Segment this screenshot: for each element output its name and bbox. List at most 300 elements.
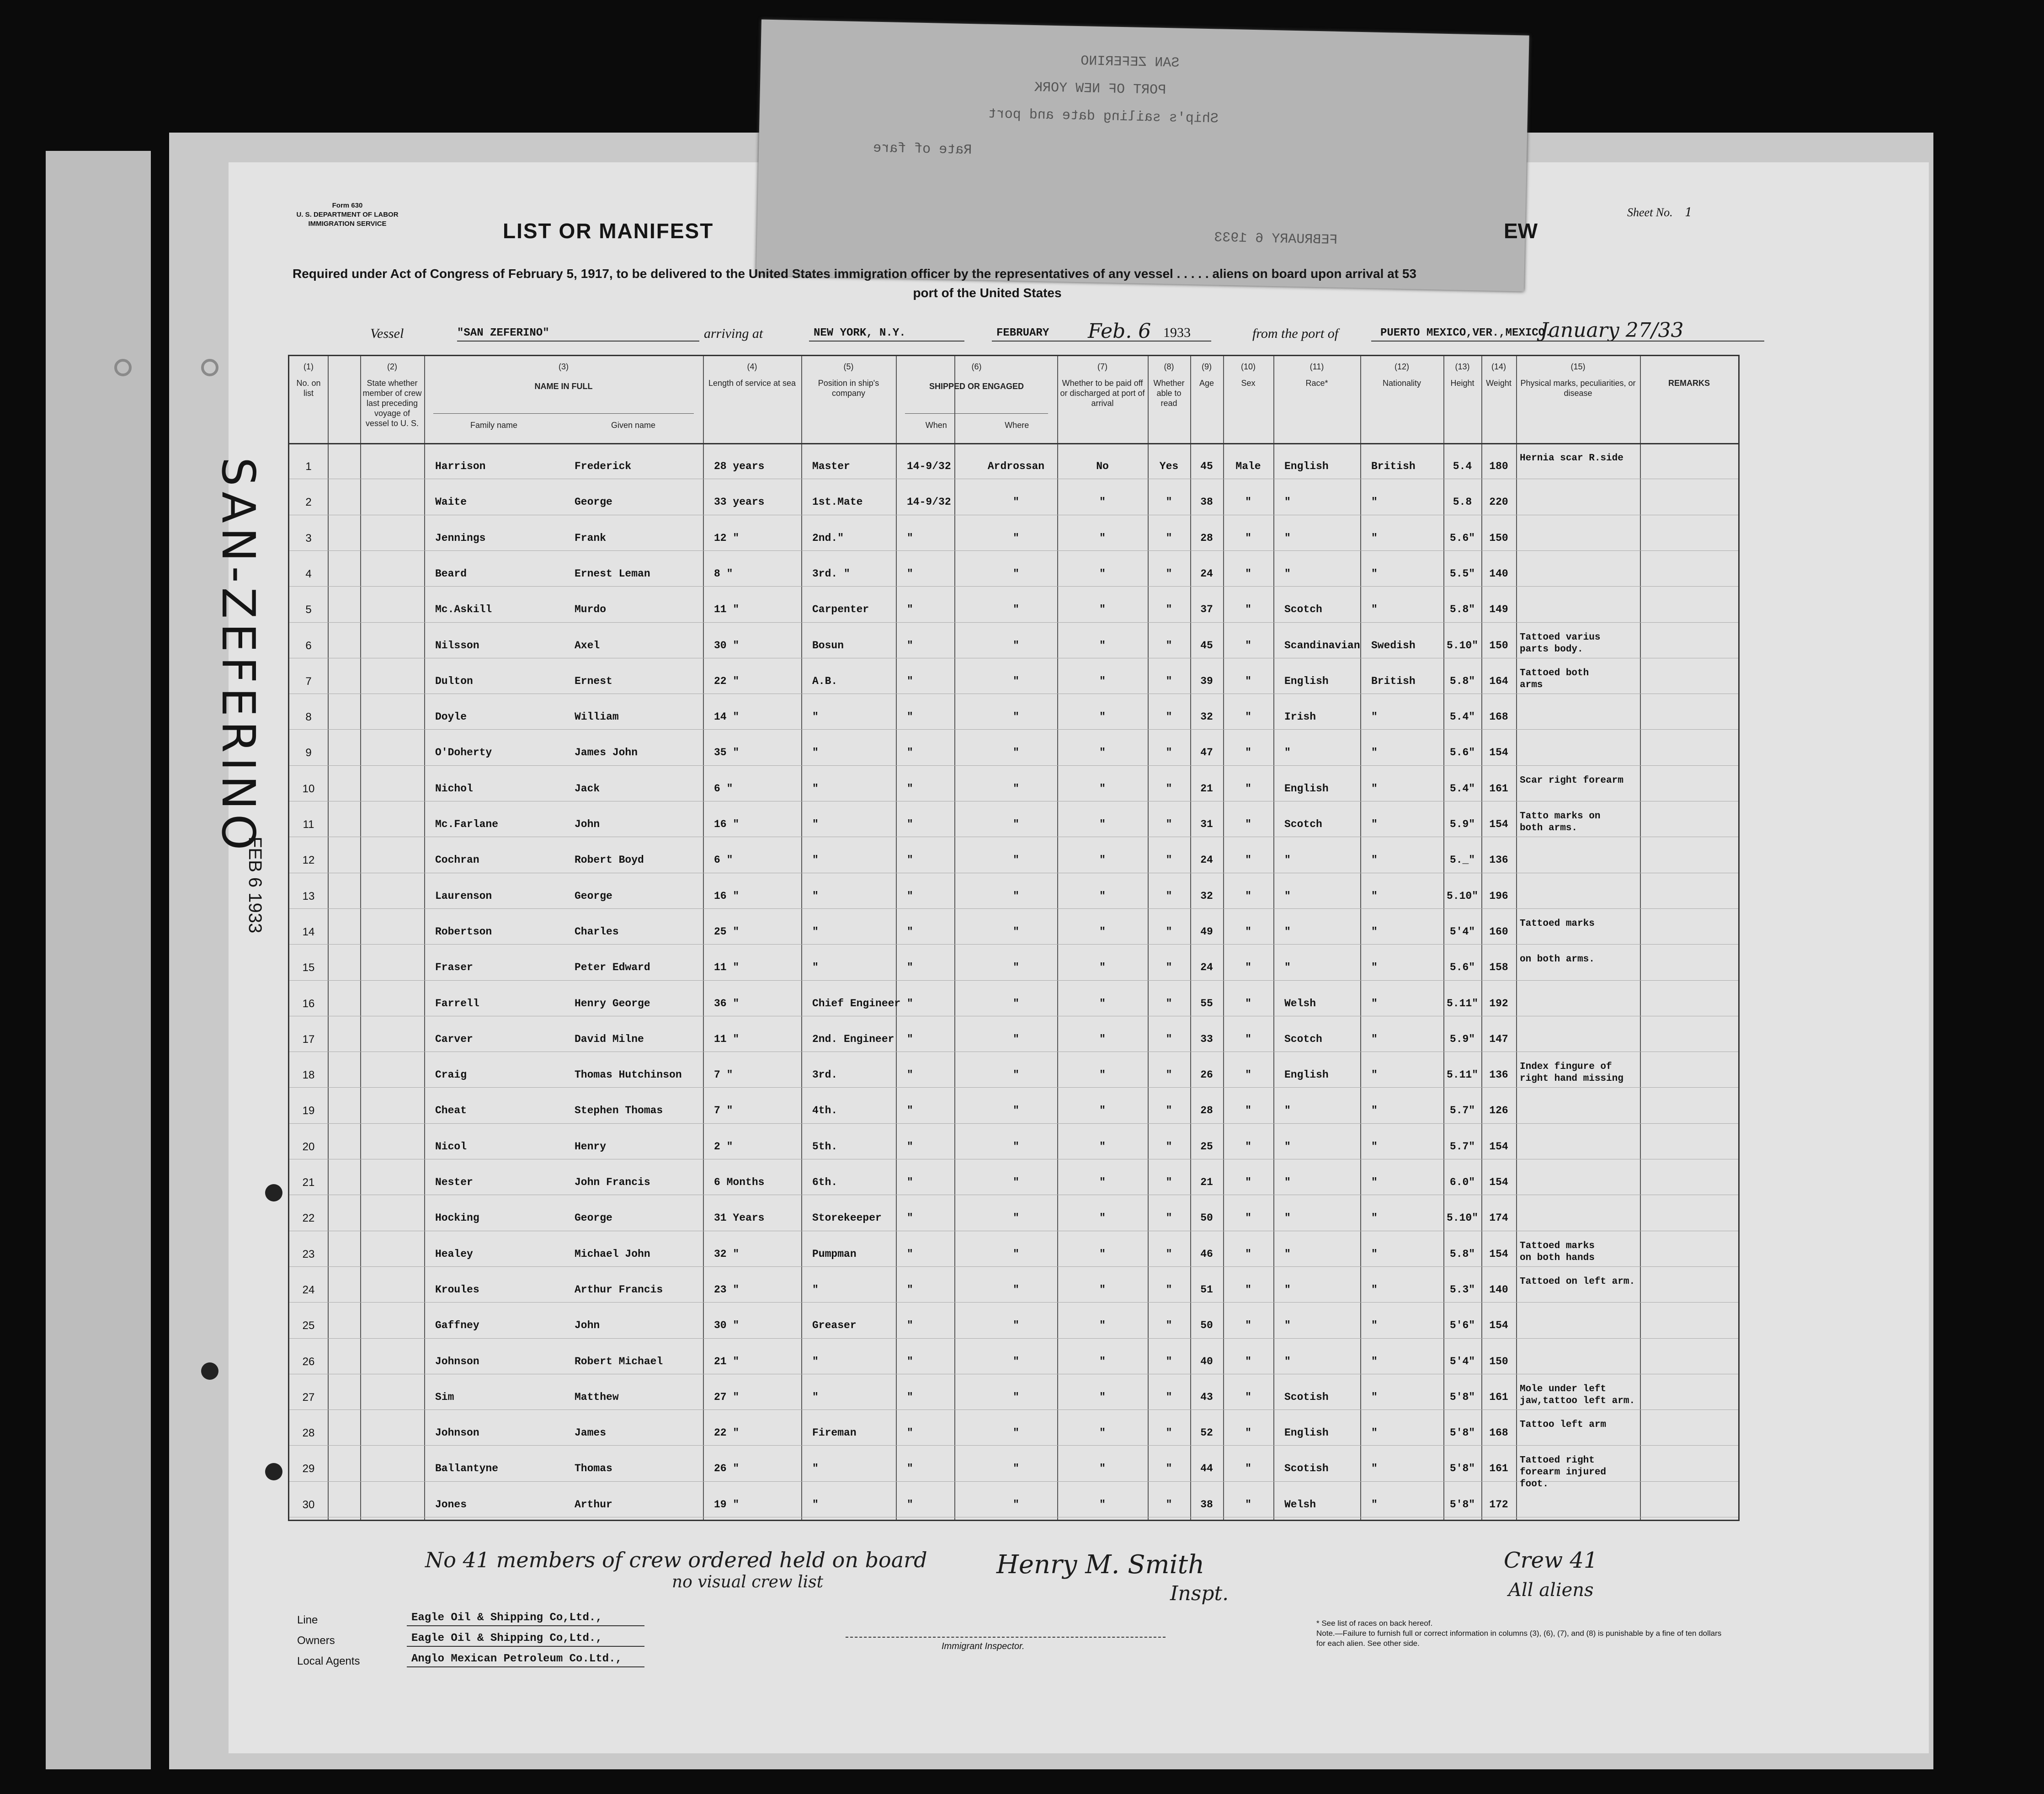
cell-when: " <box>907 1498 913 1511</box>
cell-service: 30 " <box>714 639 740 651</box>
row-divider <box>289 908 1738 909</box>
cell-paid: " <box>1099 890 1106 902</box>
races-note: * See list of races on back hereof. <box>1316 1619 1433 1628</box>
cell-when: 14-9/32 <box>907 496 951 508</box>
cell-sex: " <box>1245 532 1251 544</box>
cell-weight: 136 <box>1489 1069 1508 1081</box>
cell-height: 5.7" <box>1449 1105 1475 1117</box>
cell-physical-marks: Hernia scar R.side <box>1520 453 1623 464</box>
cell-physical-marks: forearm injured <box>1520 1467 1607 1478</box>
cell-nat: " <box>1371 567 1378 580</box>
cell-no: 19 <box>302 1105 315 1117</box>
line-label: Line <box>297 1614 318 1626</box>
cell-service: 7 " <box>714 1105 733 1117</box>
column-number: (12) <box>1394 362 1409 371</box>
underline <box>809 341 964 342</box>
cell-race: " <box>1284 567 1291 580</box>
cell-race: " <box>1284 1248 1291 1260</box>
cell-age: 52 <box>1200 1427 1213 1439</box>
cell-read: " <box>1166 1140 1172 1153</box>
cell-physical-marks: arms <box>1520 679 1543 690</box>
cell-when: " <box>907 1463 913 1475</box>
subtitle <box>293 267 1755 281</box>
cell-sex: " <box>1245 854 1251 866</box>
cell-no: 5 <box>305 603 312 616</box>
cell-age: 40 <box>1200 1355 1213 1367</box>
cell-sex: " <box>1245 675 1251 687</box>
column-header: Age <box>1199 379 1214 388</box>
inspector-line <box>846 1637 1166 1638</box>
cell-service: 23 " <box>714 1283 740 1296</box>
cell-given: Thomas <box>575 1463 612 1475</box>
cell-height: 5'8" <box>1449 1427 1475 1439</box>
cell-no: 18 <box>302 1069 315 1082</box>
cell-service: 30 " <box>714 1319 740 1332</box>
cell-position: Bosun <box>812 639 844 651</box>
cell-weight: 140 <box>1489 1283 1508 1296</box>
cell-physical-marks: Mole under left <box>1520 1383 1607 1394</box>
cell-nat: " <box>1371 961 1378 974</box>
cell-nat: " <box>1371 603 1378 616</box>
cell-paid: " <box>1099 1498 1106 1511</box>
cell-where: " <box>1013 1105 1019 1117</box>
cell-given: Stephen Thomas <box>575 1105 663 1117</box>
cell-where: " <box>1013 1498 1019 1511</box>
cell-given: Ernest Leman <box>575 567 650 580</box>
column-number: (14) <box>1491 362 1506 371</box>
sheet-value: 1 <box>1685 206 1693 219</box>
cell-nat: " <box>1371 532 1378 544</box>
cell-sex: " <box>1245 818 1251 830</box>
cell-no: 28 <box>302 1427 315 1440</box>
cell-sex: " <box>1245 1463 1251 1475</box>
cell-sex: " <box>1245 1427 1251 1439</box>
cell-family: Robertson <box>435 925 492 938</box>
cell-nat: British <box>1371 675 1416 687</box>
cell-paid: " <box>1099 1248 1106 1260</box>
cell-age: 55 <box>1200 997 1213 1009</box>
cell-given: James <box>575 1427 607 1439</box>
cell-physical-marks: Scar right forearm <box>1520 775 1623 786</box>
column-header: Whether to be paid off or discharged at port of arrival <box>1060 379 1145 408</box>
column-header: Physical marks, peculiarities, or disease <box>1520 379 1636 398</box>
column-header: SHIPPED OR ENGAGED <box>929 382 1024 391</box>
subheader-divider <box>905 413 1048 414</box>
cell-read: " <box>1166 1498 1172 1511</box>
column-divider <box>1223 356 1224 1520</box>
cell-family: Mc.Askill <box>435 603 492 616</box>
cell-read: " <box>1166 1033 1172 1045</box>
cell-given: Frank <box>575 532 607 544</box>
cell-position: " <box>812 782 819 795</box>
date-stamp-text: FEB 6 1933 <box>245 837 265 934</box>
column-subheader: Where <box>1005 421 1029 430</box>
cell-physical-marks: on both arms. <box>1520 954 1595 965</box>
underline <box>992 341 1211 342</box>
cell-nat: " <box>1371 997 1378 1009</box>
cell-no: 29 <box>302 1463 315 1475</box>
cell-when: " <box>907 567 913 580</box>
cell-nat: " <box>1371 1248 1378 1260</box>
cell-no: 22 <box>302 1212 315 1225</box>
cell-paid: " <box>1099 782 1106 795</box>
cell-position: 6th. <box>812 1176 838 1188</box>
cell-position: Fireman <box>812 1427 857 1439</box>
cell-service: 32 " <box>714 1248 740 1260</box>
cell-family: Fraser <box>435 961 473 974</box>
cell-height: 5._" <box>1449 854 1475 866</box>
cell-weight: 220 <box>1489 496 1508 508</box>
cell-family: Doyle <box>435 711 467 723</box>
cell-paid: " <box>1099 1355 1106 1367</box>
cell-paid: " <box>1099 1319 1106 1332</box>
cell-no: 20 <box>302 1140 315 1153</box>
cell-family: Kroules <box>435 1283 479 1296</box>
cell-family: Cochran <box>435 854 479 866</box>
cell-service: 33 years <box>714 496 765 508</box>
column-header: NAME IN FULL <box>534 382 593 391</box>
cell-where: " <box>1013 1355 1019 1367</box>
cell-sex: " <box>1245 567 1251 580</box>
cell-weight: 161 <box>1489 782 1508 795</box>
cell-height: 5.6" <box>1449 747 1475 759</box>
cell-sex: " <box>1245 1391 1251 1403</box>
cell-age: 45 <box>1200 460 1213 472</box>
cell-height: 5.9" <box>1449 818 1475 830</box>
cell-when: " <box>907 1319 913 1332</box>
row-divider <box>289 944 1738 945</box>
cell-when: " <box>907 782 913 795</box>
cell-when: 14-9/32 <box>907 460 951 472</box>
row-divider <box>289 1302 1738 1303</box>
cell-sex: " <box>1245 925 1251 938</box>
cell-race: Scotish <box>1284 1463 1329 1475</box>
form-number: Form 630 <box>332 202 363 209</box>
cell-sex: " <box>1245 1212 1251 1224</box>
cell-read: " <box>1166 1391 1172 1403</box>
cell-age: 33 <box>1200 1033 1213 1045</box>
cell-position: Carpenter <box>812 603 869 616</box>
cell-physical-marks: jaw,tattoo left arm. <box>1520 1395 1635 1406</box>
cell-weight: 192 <box>1489 997 1508 1009</box>
cell-race: " <box>1284 890 1291 902</box>
cell-height: 5'8" <box>1449 1498 1475 1511</box>
cell-where: " <box>1013 818 1019 830</box>
cell-given: John <box>575 818 600 830</box>
cell-position: " <box>812 925 819 938</box>
cell-paid: " <box>1099 1427 1106 1439</box>
cell-age: 44 <box>1200 1463 1213 1475</box>
cell-paid: " <box>1099 1105 1106 1117</box>
cell-where: " <box>1013 496 1019 508</box>
cell-weight: 150 <box>1489 639 1508 651</box>
cell-family: Cheat <box>435 1105 467 1117</box>
cell-age: 24 <box>1200 854 1213 866</box>
cell-weight: 180 <box>1489 460 1508 472</box>
owners-value: Eagle Oil & Shipping Co,Ltd., <box>411 1632 602 1644</box>
cell-where: " <box>1013 639 1019 651</box>
cell-race: Welsh <box>1284 1498 1316 1511</box>
cell-read: " <box>1166 961 1172 974</box>
cell-height: 5.6" <box>1449 532 1475 544</box>
cell-service: 6 " <box>714 782 733 795</box>
from-port-label: from the port of <box>1252 326 1339 341</box>
cell-age: 38 <box>1200 1498 1213 1511</box>
cell-read: " <box>1166 639 1172 651</box>
column-divider <box>954 356 955 1520</box>
cell-height: 5'4" <box>1449 1355 1475 1367</box>
row-divider <box>289 765 1738 766</box>
cell-height: 5.4" <box>1449 782 1475 795</box>
cell-nat: " <box>1371 1319 1378 1332</box>
row-divider <box>289 550 1738 551</box>
cell-race: English <box>1284 1427 1329 1439</box>
cell-sex: " <box>1245 1140 1251 1153</box>
cell-race: " <box>1284 854 1291 866</box>
binder-hole-icon <box>114 359 132 376</box>
cell-family: Mc.Farlane <box>435 818 499 830</box>
subtitle-text: Required under Act of Congress of February 5, 1917, to be delivered to the United States immigration officer by the representatives of any vessel . . . . . aliens on board upon arrival at <box>293 267 1399 281</box>
cell-height: 5.10" <box>1446 639 1478 651</box>
cell-paid: No <box>1096 460 1109 472</box>
agents-value: Anglo Mexican Petroleum Co.Ltd., <box>411 1653 622 1665</box>
cell-position: 1st.Mate <box>812 496 863 508</box>
cell-height: 5.3" <box>1449 1283 1475 1296</box>
column-divider <box>1640 356 1641 1520</box>
underline <box>457 341 699 342</box>
column-header: Nationality <box>1382 379 1421 388</box>
cell-read: " <box>1166 747 1172 759</box>
cell-when: " <box>907 675 913 687</box>
cell-paid: " <box>1099 1463 1106 1475</box>
cell-weight: 161 <box>1489 1391 1508 1403</box>
cell-race: Scotch <box>1284 603 1322 616</box>
cell-height: 5.9" <box>1449 1033 1475 1045</box>
cell-age: 46 <box>1200 1248 1213 1260</box>
cell-position: 2nd. Engineer <box>812 1033 894 1045</box>
cell-age: 39 <box>1200 675 1213 687</box>
cell-physical-marks: Tattoed both <box>1520 667 1589 678</box>
cell-when: " <box>907 1176 913 1188</box>
column-divider <box>328 356 329 1520</box>
row-divider <box>289 1445 1738 1446</box>
cell-paid: " <box>1099 1069 1106 1081</box>
cell-service: 31 Years <box>714 1212 765 1224</box>
cell-age: 50 <box>1200 1212 1213 1224</box>
cell-read: " <box>1166 925 1172 938</box>
cell-weight: 160 <box>1489 925 1508 938</box>
cell-family: Jones <box>435 1498 467 1511</box>
cell-height: 5.4 <box>1453 460 1472 472</box>
cell-when: " <box>907 925 913 938</box>
cell-position: " <box>812 711 819 723</box>
cell-where: " <box>1013 1212 1019 1224</box>
cell-position: " <box>812 890 819 902</box>
cell-service: 7 " <box>714 1069 733 1081</box>
cell-when: " <box>907 1212 913 1224</box>
binder-hole-icon <box>265 1184 282 1201</box>
cell-where: " <box>1013 747 1019 759</box>
cell-weight: 154 <box>1489 1176 1508 1188</box>
cell-sex: " <box>1245 961 1251 974</box>
column-number: (10) <box>1240 362 1256 371</box>
cell-age: 28 <box>1200 1105 1213 1117</box>
cell-sex: Male <box>1235 460 1261 472</box>
cell-race: " <box>1284 1105 1291 1117</box>
overlay-slip <box>756 19 1529 291</box>
cell-physical-marks: Index fingure of <box>1520 1062 1612 1073</box>
cell-read: " <box>1166 603 1172 616</box>
all-aliens-note: All aliens <box>1508 1580 1594 1601</box>
cell-paid: " <box>1099 532 1106 544</box>
cell-sex: " <box>1245 496 1251 508</box>
cell-family: Gaffney <box>435 1319 479 1332</box>
owners-label: Owners <box>297 1634 335 1647</box>
cell-paid: " <box>1099 1033 1106 1045</box>
column-header: Weight <box>1486 379 1512 388</box>
page-title-end: EW <box>1504 219 1538 243</box>
cell-no: 11 <box>303 818 314 831</box>
cell-paid: " <box>1099 711 1106 723</box>
cell-when: " <box>907 532 913 544</box>
cell-when: " <box>907 747 913 759</box>
cell-when: " <box>907 1391 913 1403</box>
cell-paid: " <box>1099 1283 1106 1296</box>
cell-height: 5.8" <box>1449 603 1475 616</box>
cell-height: 5.11" <box>1446 1069 1478 1081</box>
column-divider <box>1481 356 1482 1520</box>
cell-family: Laurenson <box>435 890 492 902</box>
cell-race: " <box>1284 961 1291 974</box>
cell-physical-marks: Tattoed marks <box>1520 1240 1595 1251</box>
cell-sex: " <box>1245 1355 1251 1367</box>
cell-position: " <box>812 854 819 866</box>
cell-given: James John <box>575 747 638 759</box>
cell-no: 24 <box>302 1283 315 1296</box>
cell-age: 32 <box>1200 890 1213 902</box>
cell-where: " <box>1013 961 1019 974</box>
column-header: Sex <box>1241 379 1256 388</box>
cell-paid: " <box>1099 639 1106 651</box>
cell-read: " <box>1166 1212 1172 1224</box>
cell-nat: British <box>1371 460 1416 472</box>
cell-race: English <box>1284 1069 1329 1081</box>
column-divider <box>1148 356 1149 1520</box>
row-divider <box>289 1087 1738 1088</box>
cell-family: Johnson <box>435 1355 479 1367</box>
cell-race: English <box>1284 782 1329 795</box>
cell-read: " <box>1166 1355 1172 1367</box>
cell-when: " <box>907 1069 913 1081</box>
cell-where: " <box>1013 782 1019 795</box>
cell-family: Nicol <box>435 1140 467 1153</box>
cell-no: 12 <box>302 854 315 867</box>
cell-no: 1 <box>305 460 312 473</box>
cell-service: 16 " <box>714 818 740 830</box>
cell-no: 21 <box>302 1176 315 1189</box>
cell-service: 22 " <box>714 675 740 687</box>
cell-given: Peter Edward <box>575 961 650 974</box>
cell-position: " <box>812 961 819 974</box>
subtitle-page: 53 <box>1402 267 1416 281</box>
cell-sex: " <box>1245 639 1251 651</box>
column-number: (2) <box>387 362 397 371</box>
cell-paid: " <box>1099 854 1106 866</box>
cell-given: Robert Michael <box>575 1355 663 1367</box>
slip-line: SAN ZEFERINO <box>1080 53 1180 71</box>
cell-given: John <box>575 1319 600 1332</box>
cell-nat: " <box>1371 496 1378 508</box>
signature-title: Inspt. <box>1170 1582 1229 1605</box>
cell-given: Henry <box>575 1140 607 1153</box>
cell-nat: " <box>1371 890 1378 902</box>
column-divider <box>896 356 897 1520</box>
cell-service: 21 " <box>714 1355 740 1367</box>
cell-given: Robert Boyd <box>575 854 644 866</box>
agents-label: Local Agents <box>297 1655 360 1667</box>
cell-service: 26 " <box>714 1463 740 1475</box>
column-number: (6) <box>971 362 982 371</box>
cell-race: " <box>1284 925 1291 938</box>
cell-race: Scotch <box>1284 1033 1322 1045</box>
cell-age: 28 <box>1200 532 1213 544</box>
cell-height: 5.8" <box>1449 675 1475 687</box>
cell-weight: 164 <box>1489 675 1508 687</box>
cell-service: 11 " <box>714 1033 740 1045</box>
cell-paid: " <box>1099 1391 1106 1403</box>
cell-physical-marks: Tattoed on left arm. <box>1520 1276 1635 1287</box>
cell-position: Storekeeper <box>812 1212 882 1224</box>
cell-paid: " <box>1099 1140 1106 1153</box>
arrival-month: FEBRUARY <box>996 327 1049 339</box>
cell-when: " <box>907 1105 913 1117</box>
cell-service: 14 " <box>714 711 740 723</box>
cell-paid: " <box>1099 567 1106 580</box>
from-port: PUERTO MEXICO,VER.,MEXICO. <box>1380 327 1552 339</box>
date-stamp <box>238 837 274 946</box>
cell-height: 5.5" <box>1449 567 1475 580</box>
cell-when: " <box>907 1140 913 1153</box>
column-number: (3) <box>559 362 569 371</box>
cell-age: 50 <box>1200 1319 1213 1332</box>
cell-sex: " <box>1245 1498 1251 1511</box>
cell-no: 14 <box>302 925 315 938</box>
row-divider <box>289 1266 1738 1267</box>
cell-paid: " <box>1099 925 1106 938</box>
cell-height: 5.8 <box>1453 496 1472 508</box>
binder-hole-icon <box>265 1463 282 1480</box>
cell-race: English <box>1284 460 1329 472</box>
column-header: Race* <box>1305 379 1328 388</box>
cell-when: " <box>907 854 913 866</box>
cell-paid: " <box>1099 496 1106 508</box>
cell-sex: " <box>1245 997 1251 1009</box>
cell-when: " <box>907 890 913 902</box>
cell-given: Arthur Francis <box>575 1283 663 1296</box>
cell-read: " <box>1166 1248 1172 1260</box>
cell-given: Arthur <box>575 1498 612 1511</box>
cell-weight: 158 <box>1489 961 1508 974</box>
cell-no: 23 <box>302 1248 315 1260</box>
column-header: Length of service at sea <box>708 379 796 388</box>
column-divider <box>703 356 704 1520</box>
cell-given: Matthew <box>575 1391 619 1403</box>
cell-sex: " <box>1245 1319 1251 1332</box>
cell-where: " <box>1013 567 1019 580</box>
cell-weight: 147 <box>1489 1033 1508 1045</box>
underline <box>407 1666 644 1667</box>
column-subheader: Given name <box>611 421 656 430</box>
